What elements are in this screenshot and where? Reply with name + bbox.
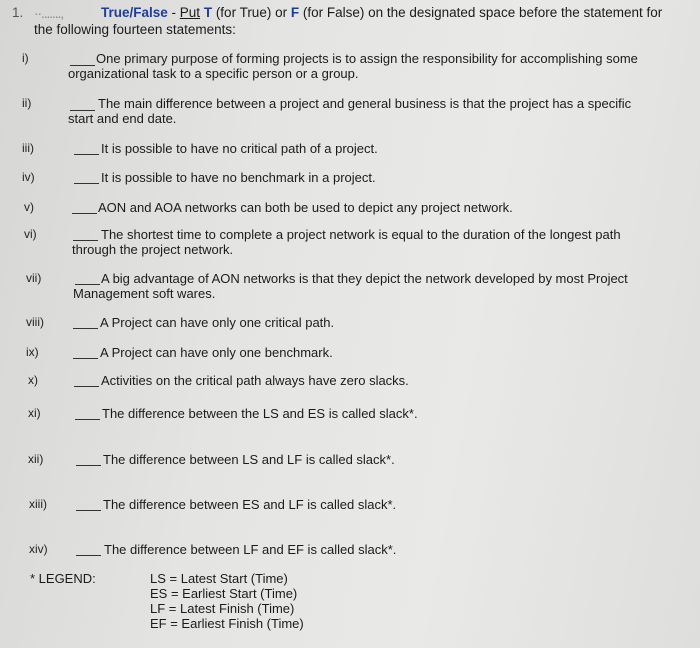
statement-text-continued: start and end date. (68, 111, 177, 126)
legend-entries (150, 571, 304, 631)
put-word: Put (179, 5, 201, 20)
statement-text-continued: through the project network. (72, 242, 234, 257)
answer-blank[interactable] (74, 154, 99, 155)
statement-numeral: xiii) (29, 497, 47, 511)
statement-text: The difference between LS and LF is called slack*. (103, 452, 395, 467)
statement-numeral: xiv) (29, 542, 48, 556)
statement-text: AON and AOA networks can both be used to depict any project network. (98, 200, 513, 215)
answer-blank[interactable] (72, 213, 97, 214)
statement-text: The shortest time to complete a project network is equal to the duration of the longest path (101, 227, 621, 242)
statement-text: A Project can have only one benchmark. (100, 345, 333, 360)
statement-numeral: iv) (22, 170, 35, 184)
statement-numeral: vii) (26, 271, 42, 285)
statement-numeral: viii) (26, 315, 44, 329)
answer-blank[interactable] (76, 555, 101, 556)
statement-numeral: ii) (22, 96, 32, 110)
statement-numeral: i) (22, 51, 29, 65)
true-false-title: True/False (101, 5, 168, 20)
legend-entry: LS = Latest Start (Time) (150, 571, 288, 586)
handwritten-scribble: ··......., (34, 6, 63, 21)
statement-text: One primary purpose of forming projects is to assign the responsibility for accomplishing some (96, 51, 638, 66)
statement-text: The difference between LF and EF is called slack*. (104, 542, 397, 557)
statement-text: The main difference between a project and general business is that the project has a specific (98, 96, 632, 111)
answer-blank[interactable] (73, 240, 98, 241)
statement-text: The difference between ES and LF is called slack*. (103, 497, 397, 512)
instruction-line-2: the following fourteen statements: (34, 22, 236, 37)
statement-numeral: xii) (28, 452, 44, 466)
legend-entry: LF = Latest Finish (Time) (150, 601, 295, 616)
answer-blank[interactable] (75, 284, 100, 285)
legend-entry: EF = Earliest Finish (Time) (150, 616, 304, 631)
answer-blank[interactable] (76, 510, 101, 511)
answer-blank[interactable] (76, 465, 101, 466)
answer-blank[interactable] (73, 358, 98, 359)
statement-text-continued: organizational task to a specific person or a group. (68, 66, 359, 81)
answer-blank[interactable] (74, 183, 99, 184)
statement-text: It is possible to have no benchmark in a project. (101, 170, 376, 185)
statement-numeral: iii) (22, 141, 34, 155)
instruction-line-1: True/False - Put T (for True) or F (for False) on the designated space before the statement for (101, 5, 663, 20)
answer-blank[interactable] (75, 419, 100, 420)
statement-numeral: v) (24, 200, 34, 214)
statement-text: A Project can have only one critical path. (100, 315, 335, 330)
question-number: 1. (12, 5, 24, 20)
statement-numeral: xi) (28, 406, 41, 420)
statement-text: It is possible to have no critical path of a project. (101, 141, 378, 156)
legend-entry: ES = Earliest Start (Time) (150, 586, 298, 601)
statement-text: Activities on the critical path always have zero slacks. (101, 373, 409, 388)
answer-blank[interactable] (73, 328, 98, 329)
statement-numeral: ix) (26, 345, 39, 359)
statement-text: The difference between the LS and ES is called slack*. (102, 406, 418, 421)
statement-text-continued: Management soft wares. (73, 286, 216, 301)
statement-text: A big advantage of AON networks is that they depict the network developed by most Project (101, 271, 628, 286)
statement-numeral: x) (28, 373, 38, 387)
statement-numeral: vi) (24, 227, 37, 241)
answer-blank[interactable] (74, 386, 99, 387)
legend-label: * LEGEND: (30, 571, 96, 586)
